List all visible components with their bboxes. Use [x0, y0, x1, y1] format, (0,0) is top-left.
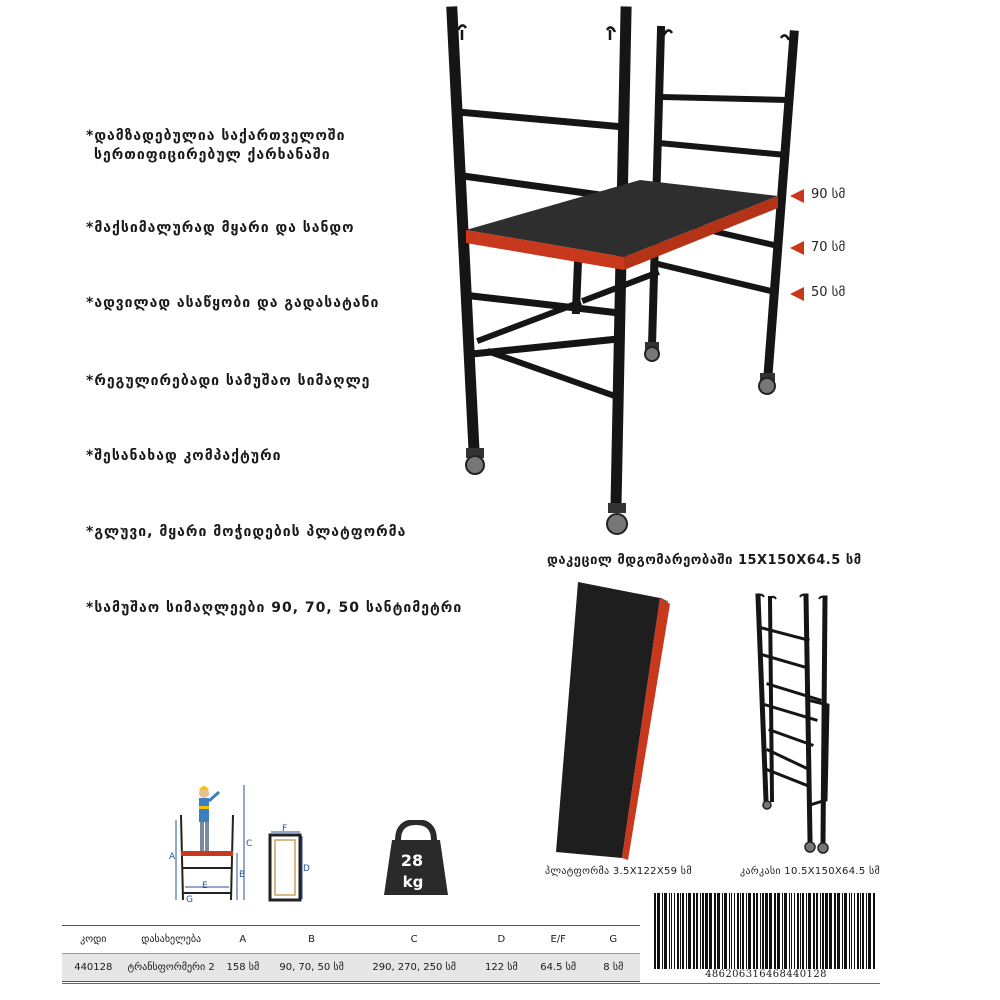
table-header-row: [62, 926, 640, 954]
barcode-bar: [774, 893, 776, 969]
barcode-bar: [808, 893, 811, 969]
barcode-bar: [800, 893, 801, 969]
diagram-platform: [181, 851, 233, 856]
dim-label-b: B: [239, 870, 246, 880]
barcode-bar: [820, 893, 821, 969]
table-cell: 122 სმ: [473, 954, 530, 982]
barcode-bar: [731, 893, 732, 969]
barcode-bar: [737, 893, 739, 969]
dim-label-c: C: [246, 839, 253, 849]
height-label-90: 90 სმ: [811, 187, 846, 202]
barcode-bar: [784, 893, 787, 969]
barcode-bar: [849, 893, 850, 969]
dim-label-e: E: [202, 881, 208, 891]
barcode-bar: [854, 893, 855, 969]
feature-item: [86, 599, 462, 618]
feature-text: *სამუშაო სიმაღლეები 90, 70, 50 სანტიმეტრი: [86, 600, 463, 616]
feature-text: *ადვილად ასაწყობი და გადასატანი: [86, 295, 380, 311]
barcode-bar: [769, 893, 772, 969]
barcode-bar: [688, 893, 691, 969]
height-arrow-icon: [790, 241, 804, 255]
barcode-bar: [842, 893, 843, 969]
barcode-bar: [834, 893, 836, 969]
caster-wheel-icon: [818, 843, 828, 853]
barcode-bar: [700, 893, 701, 969]
caster-wheel: [645, 342, 659, 361]
caster-wheel: [466, 448, 484, 474]
height-arrow-icon: [790, 189, 804, 203]
barcode-bar: [686, 893, 687, 969]
table-row: [62, 954, 640, 982]
height-label-70: 70 სმ: [811, 240, 846, 255]
table-cell: 64.5 სმ: [530, 954, 587, 982]
barcode-bar: [717, 893, 720, 969]
barcode-bar: [705, 893, 708, 969]
barcode-number: 4862063164684401​28: [705, 969, 827, 980]
barcode-bar: [797, 893, 799, 969]
barcode-bar: [868, 893, 871, 969]
barcode-bar: [734, 893, 735, 969]
dim-label-d: D: [303, 864, 310, 874]
table-cell: 440128: [62, 954, 125, 982]
barcode-bar: [873, 893, 875, 969]
feature-item: [86, 219, 355, 238]
barcode-bar: [748, 893, 751, 969]
barcode-bar: [702, 893, 704, 969]
barcode: [652, 893, 880, 971]
table-header-cell: B: [268, 926, 355, 954]
table-header-cell: დასახელება: [125, 926, 218, 954]
worker-icon: [199, 786, 219, 851]
barcode-bar: [813, 893, 815, 969]
barcode-bar: [714, 893, 716, 969]
folded-title: დაკეცილ მდგომარეობაში 15X150X64.5 სმ: [547, 553, 862, 568]
weight-icon: [380, 820, 450, 900]
caster-wheel: [759, 373, 775, 394]
barcode-bar: [802, 893, 804, 969]
barcode-bar: [760, 893, 761, 969]
barcode-bar: [674, 893, 675, 969]
spec-table: [62, 925, 640, 982]
feature-text-line2: სერთიფიცირებულ ქარხანაში: [94, 147, 331, 163]
barcode-bar: [806, 893, 807, 969]
caster-wheel-icon: [805, 842, 815, 852]
barcode-bar: [693, 893, 695, 969]
barcode-bar: [709, 893, 712, 969]
barcode-bar: [669, 893, 670, 969]
barcode-bar: [851, 893, 852, 969]
feature-text: *რეგულირებადი სამუშაო სიმაღლე: [86, 373, 371, 389]
barcode-bar: [722, 893, 723, 969]
barcode-bar: [844, 893, 847, 969]
dim-label-f: F: [282, 824, 288, 834]
caster-wheel-icon: [763, 801, 771, 809]
height-arrow-icon: [790, 287, 804, 301]
barcode-bar: [729, 893, 730, 969]
weight-unit: kg: [402, 873, 424, 891]
barcode-bar: [677, 893, 679, 969]
frame-caption: კარკასი 10.5X150X64.5 სმ: [740, 866, 881, 877]
feature-text: *შესანახად კომპაქტური: [86, 448, 282, 464]
barcode-bar: [762, 893, 764, 969]
barcode-bar: [857, 893, 859, 969]
feature-item: [86, 372, 370, 391]
barcode-bar: [794, 893, 795, 969]
barcode-bar: [740, 893, 741, 969]
barcode-bar: [777, 893, 780, 969]
table-header-cell: კოდი: [62, 926, 125, 954]
barcode-bar: [789, 893, 790, 969]
barcode-bar: [756, 893, 758, 969]
barcode-bar: [671, 893, 672, 969]
barcode-bar: [654, 893, 656, 969]
caster-wheel: [607, 503, 627, 534]
barcode-bar: [742, 893, 744, 969]
barcode-bar: [765, 893, 768, 969]
barcode-bar: [862, 893, 864, 969]
table-cell: 90, 70, 50 სმ: [268, 954, 355, 982]
feature-item: [86, 294, 379, 313]
table-cell: 290, 270, 250 სმ: [355, 954, 473, 982]
platform-caption: პლატფორმა 3.5X122X59 სმ: [545, 866, 692, 877]
divider: [62, 983, 880, 984]
barcode-bar: [866, 893, 867, 969]
barcode-bar: [822, 893, 824, 969]
barcode-bar: [664, 893, 667, 969]
barcode-bar: [816, 893, 818, 969]
table-header-cell: C: [355, 926, 473, 954]
side-diagram: [266, 820, 316, 905]
barcode-bar: [860, 893, 861, 969]
table-header-cell: G: [587, 926, 640, 954]
dimension-diagram: [165, 780, 260, 906]
barcode-bar: [753, 893, 755, 969]
barcode-bar: [662, 893, 663, 969]
barcode-bar: [746, 893, 747, 969]
feature-item: [86, 523, 406, 542]
folded-frame-illustration: [750, 588, 840, 860]
height-label-50: 50 სმ: [811, 285, 846, 300]
barcode-bar: [657, 893, 660, 969]
table-header-cell: A: [218, 926, 268, 954]
scaffold-illustration: [420, 0, 800, 545]
barcode-bar: [829, 893, 832, 969]
barcode-bar: [791, 893, 792, 969]
feature-item: [86, 127, 346, 165]
barcode-bar: [680, 893, 681, 969]
feature-text: *გლუვი, მყარი მოჭიდების პლატფორმა: [86, 524, 407, 540]
feature-text: *დამზადებულია საქართველოში: [86, 128, 346, 144]
weight-value: 28: [400, 851, 424, 870]
table-cell: ტრანსფორმერი 2: [125, 954, 218, 982]
table-header-cell: D: [473, 926, 530, 954]
feature-text: *მაქსიმალურად მყარი და სანდო: [86, 220, 355, 236]
barcode-bar: [837, 893, 840, 969]
barcode-bar: [696, 893, 698, 969]
barcode-bar: [782, 893, 783, 969]
barcode-bar: [682, 893, 684, 969]
dim-label-g: G: [186, 895, 193, 905]
folded-platform-illustration: [545, 580, 675, 865]
dim-label-a: A: [169, 852, 176, 862]
table-cell: 8 სმ: [587, 954, 640, 982]
feature-item: [86, 447, 281, 466]
table-cell: 158 სმ: [218, 954, 268, 982]
table-header-cell: E/F: [530, 926, 587, 954]
barcode-bar: [724, 893, 727, 969]
barcode-bar: [825, 893, 828, 969]
